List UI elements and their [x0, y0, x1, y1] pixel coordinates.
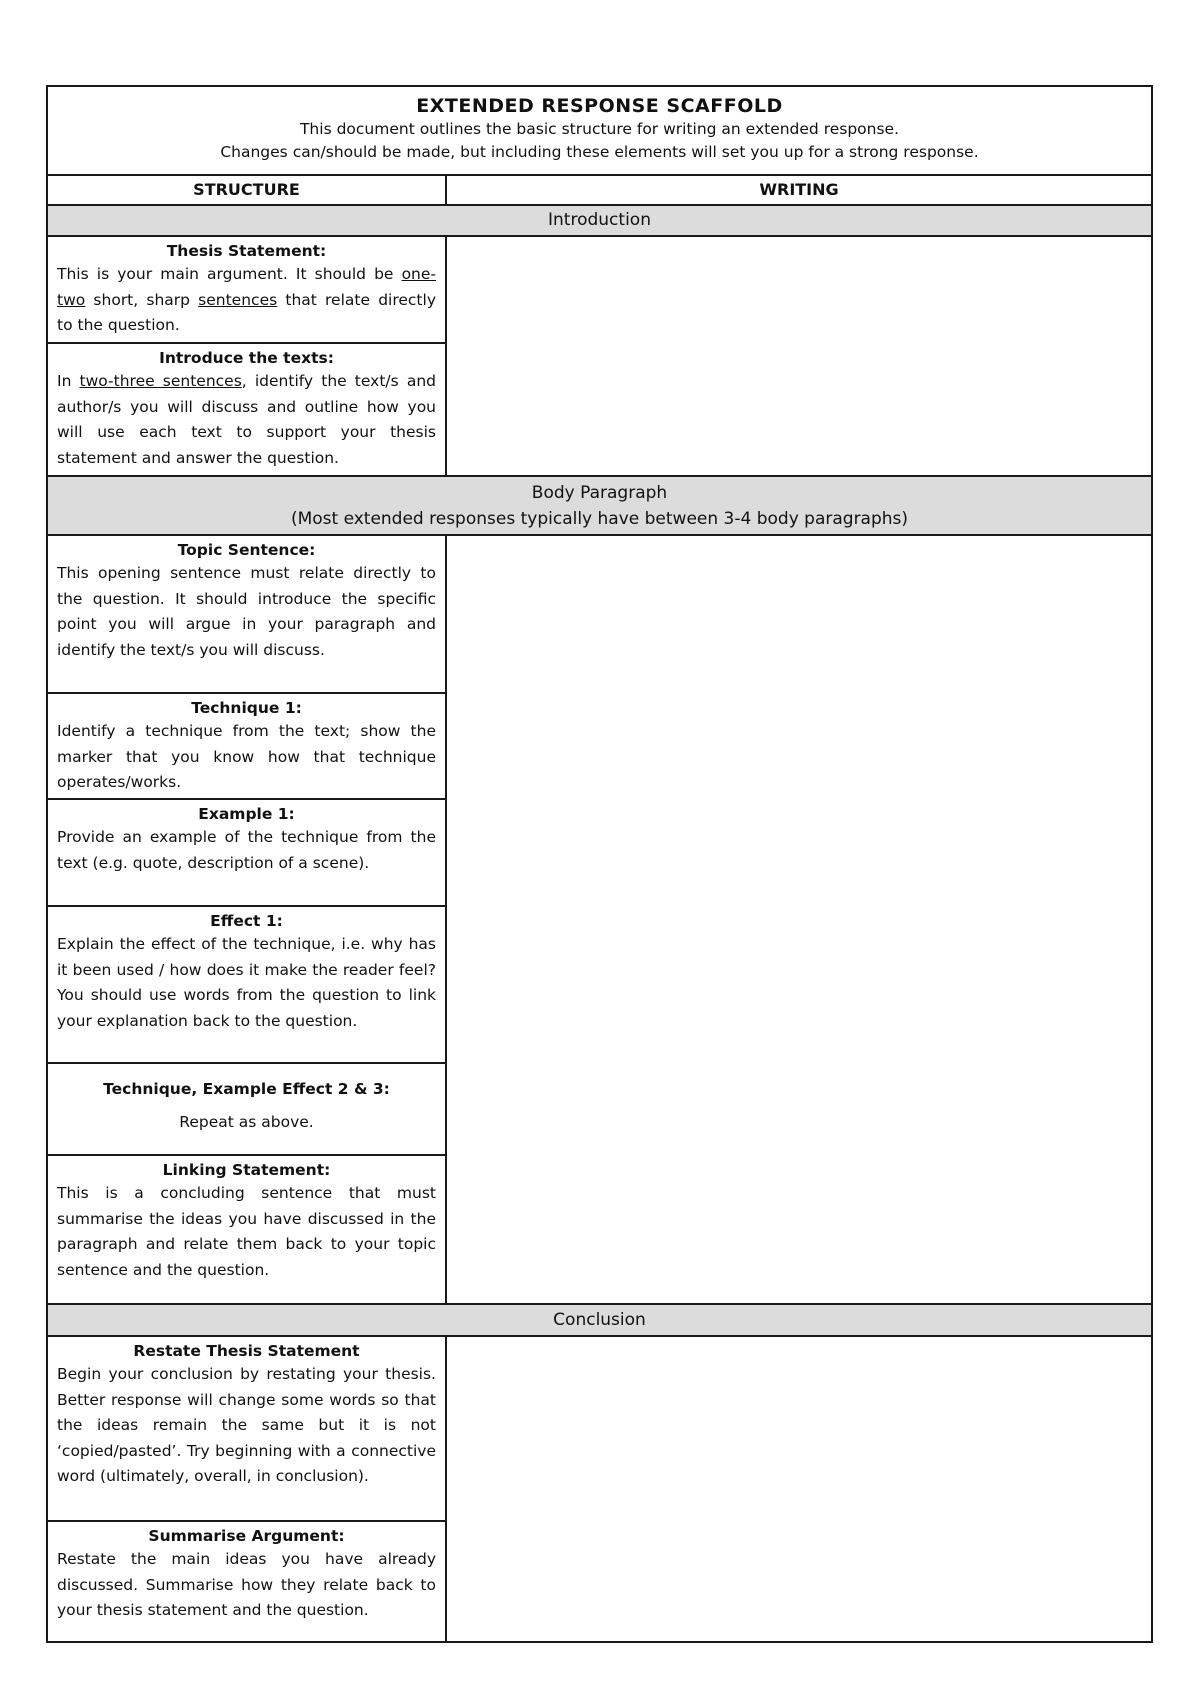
body-paragraph-band	[48, 477, 1151, 536]
technique-1-title: Technique 1:	[191, 699, 302, 717]
document-title: EXTENDED RESPONSE SCAFFOLD	[416, 95, 783, 117]
summarise-argument-cell	[48, 1522, 445, 1643]
restate-thesis-text: Begin your conclusion by restating your thesis. Better response will change some words so that the ideas remain the same but it is not ‘copied/pasted’. Try beginning with a connective word (ultimately, overall, in conclusion).	[57, 1365, 436, 1485]
technique-1-text: Identify a technique from the text; show the marker that you know how that technique operates/works.	[57, 722, 436, 791]
topic-sentence-text: This opening sentence must relate directly to the question. It should introduce the specific point you will argue in your paragraph and identify the text/s you will discuss.	[57, 564, 436, 659]
body-writing-area[interactable]	[447, 536, 1151, 1305]
document-subtitle-1: This document outlines the basic structure for writing an extended response.	[299, 120, 900, 138]
document-subtitle-2: Changes can/should be made, but including these elements will set you up for a strong response.	[220, 143, 979, 161]
introduce-texts-title: Introduce the texts:	[159, 349, 334, 367]
restate-thesis-cell	[48, 1337, 445, 1522]
body-structure	[48, 536, 447, 1305]
example-1-title: Example 1:	[198, 805, 295, 823]
introduction-writing-area[interactable]	[447, 237, 1151, 477]
introduction-structure	[48, 237, 447, 477]
topic-sentence-title: Topic Sentence:	[177, 541, 316, 559]
introduction-band: Introduction	[48, 206, 1151, 237]
conclusion-band: Conclusion	[48, 1305, 1151, 1337]
conclusion-structure	[48, 1337, 447, 1643]
writing-column-header: WRITING	[447, 176, 1151, 206]
effect-1-title: Effect 1:	[210, 912, 283, 930]
scaffold-table	[46, 85, 1153, 1643]
thesis-statement-cell	[48, 237, 445, 344]
topic-sentence-cell	[48, 536, 445, 694]
restate-thesis-title: Restate Thesis Statement	[133, 1342, 360, 1360]
example-1-cell	[48, 800, 445, 907]
effect-1-cell	[48, 907, 445, 1064]
title-block	[48, 87, 1151, 176]
summarise-argument-title: Summarise Argument:	[148, 1527, 345, 1545]
linking-statement-title: Linking Statement:	[162, 1161, 331, 1179]
repeat-title: Technique, Example Effect 2 & 3:	[103, 1080, 390, 1098]
example-1-text: Provide an example of the technique from the text (e.g. quote, description of a scene).	[57, 828, 436, 872]
thesis-statement-text: This is your main argument. It should be one-two short, sharp sentences that relate directly to the question.	[57, 265, 436, 334]
linking-statement-cell	[48, 1156, 445, 1303]
structure-column-header: STRUCTURE	[48, 176, 447, 206]
summarise-argument-text: Restate the main ideas you have already discussed. Summarise how they relate back to your thesis statement and the question.	[57, 1550, 436, 1619]
linking-statement-text: This is a concluding sentence that must summarise the ideas you have discussed in the paragraph and relate them back to your topic sentence and the question.	[57, 1184, 436, 1279]
effect-1-text: Explain the effect of the technique, i.e. why has it been used / how does it make the reader feel? You should use words from the question to link your explanation back to the question.	[57, 935, 436, 1030]
introduce-texts-text: In two-three sentences, identify the text/s and author/s you will discuss and outline how you will use each text to support your thesis statement and answer the question.	[57, 372, 436, 467]
technique-1-cell	[48, 694, 445, 800]
thesis-statement-title: Thesis Statement:	[166, 242, 327, 260]
repeat-text: Repeat as above.	[179, 1113, 314, 1131]
conclusion-writing-area[interactable]	[447, 1337, 1151, 1643]
body-paragraph-note: (Most extended responses typically have between 3-4 body paragraphs)	[290, 509, 909, 529]
body-paragraph-title: Body Paragraph	[531, 483, 668, 503]
introduce-texts-cell	[48, 344, 445, 475]
repeat-cell	[48, 1064, 445, 1156]
